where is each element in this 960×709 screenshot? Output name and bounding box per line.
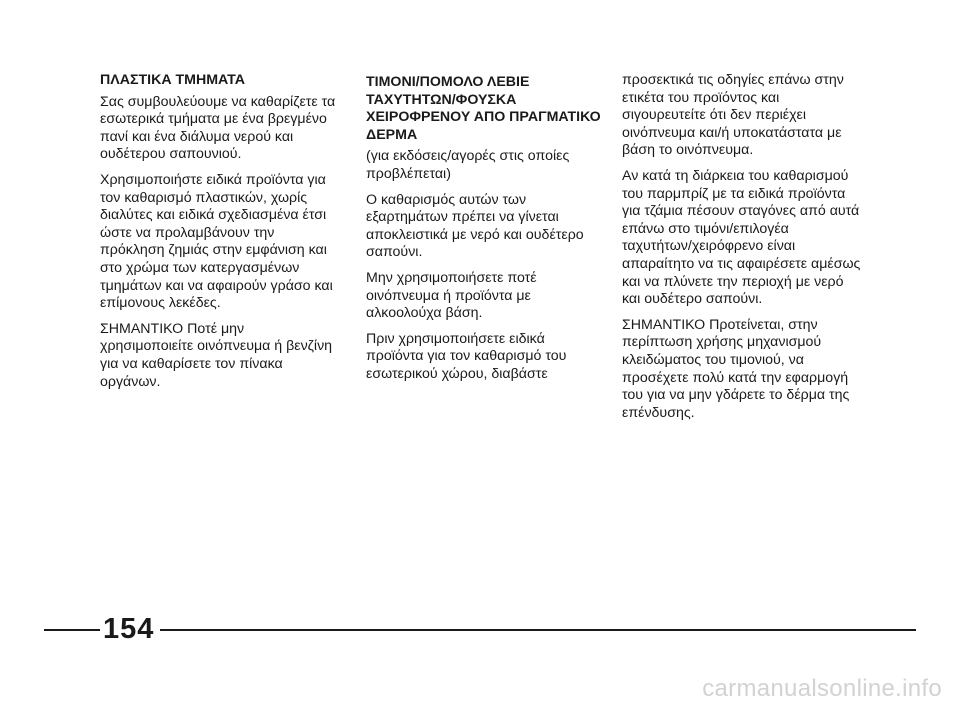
paragraph: Σας συμβουλεύουμε να καθαρίζετε τα εσωτερικά τμήματα με ένα βρεγμένο πανί και ένα διάλυμα νερού και ουδέτερου σαπουνιού. [100,93,336,163]
paragraph-important-note: ΣΗΜΑΝΤΙΚΟ Προτείνεται, στην περίπτωση χρήσης μηχανισμού κλειδώματος του τιμονιού, να προσέχετε πολύ κατά την εφαρμογή του για να μην γδάρετε το δέρμα της επένδυσης. [622,316,850,421]
paragraph: Πριν χρησιμοποιήσετε ειδικά προϊόντα για τον καθαρισμό του εσωτερικού χώρου, διαβάστε [366,330,567,382]
paragraph-important-note: ΣΗΜΑΝΤΙΚΟ Ποτέ μην χρησιμοποιείτε οινόπνευμα ή βενζίνη για να καθαρίσετε τον πίνακα οργάνων. [100,320,333,390]
paragraph: Αν κατά τη διάρκεια του καθαρισμού του παρμπρίζ με τα ειδικά προϊόντα για τζάμια πέσουν σταγόνες από αυτά επάνω στο τιμόνι/επιλογέα ταχυτήτων/χειρόφρενο είναι απαραίτητο να τις αφαιρέσετε αμέσως και να πλύνετε την περιοχή με νερό και ουδέτερο σαπούνι. [622,167,861,308]
column-leather-steering [366,74,606,392]
footer-rule-right [160,629,916,631]
paragraph: προσεκτικά τις οδηγίες επάνω στην ετικέτα του προϊόντος και σιγουρευτείτε ότι δεν περιέχει οινόπνευμα και/ή υποκατάστατα με βάση το οινόπνευμα. [622,72,844,159]
watermark: carmanualsonline.info [702,675,942,702]
footer-rule-left [44,629,100,631]
section-heading-leather-parts: ΤΙΜΟΝΙ/ΠΟΜΟΛΟ ΛΕΒΙΕ ΤΑΧΥΤΗΤΩΝ/ΦΟΥΣΚΑ ΧΕΙΡΟΦΡΕΝΟΥ ΑΠΟ ΠΡΑΓΜΑΤΙΚΟ ΔΕΡΜΑ [366,74,601,143]
section-heading-plastic-parts: ΠΛΑΣΤΙΚΑ ΤΜΗΜΑΤΑ [100,72,245,88]
column-plastic-parts [100,72,340,399]
paragraph: Μην χρησιμοποιήσετε ποτέ οινόπνευμα ή προϊόντα με αλκοολούχα βάση. [366,269,537,322]
paragraph: Χρησιμοποιήστε ειδικά προϊόντα για τον καθαρισμό πλαστικών, χωρίς διαλύτες και ειδικά σχεδιασμένα έτσι ώστε να προλαμβάνουν την πρόκληση ζημιάς στην εμφάνιση και στο χρώμα των κατεργασμένων τμημάτων και να αφαιρούν γράσο και επίμονους λεκέδες. [100,171,333,312]
column-continued [622,72,862,430]
paragraph: Ο καθαρισμός αυτών των εξαρτημάτων πρέπει να γίνεται αποκλειστικά με νερό και ουδέτερο σαπούνι. [366,191,584,261]
paragraph: (για εκδόσεις/αγορές στις οποίες προβλέπεται) [366,148,570,182]
page-number: 154 [103,613,155,645]
